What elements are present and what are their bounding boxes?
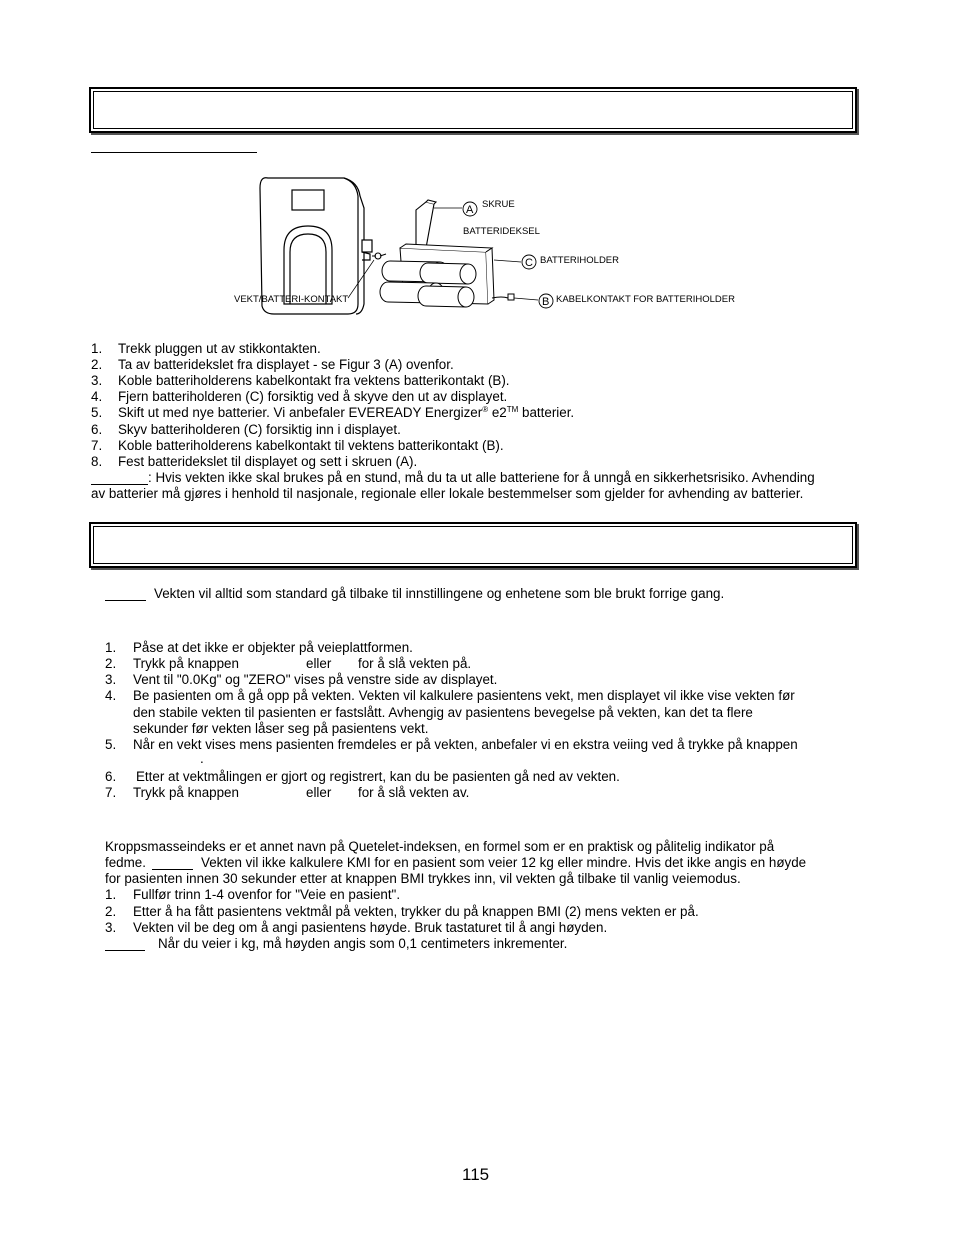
step-text: Skift ut med nye batterier. Vi anbefaler EVEREADY Energizer® e2™ batterier. [118,405,575,420]
step-text: den stabile vekten til pasienten er fastslått. Avhengig av pasientens bevegelse på vekten, kan det ta flere [133,705,753,720]
step-number: 6. [105,769,117,784]
battery-note-line-2: av batterier må gjøres i henhold til nasjonale, regionale eller lokale bestemmelser som gjelder for avhending av batterier. [91,486,804,501]
step-number: 7. [105,785,117,800]
step-text: Trekk pluggen ut av stikkontakten. [118,341,321,356]
step-text: Fjern batteriholderen (C) forsiktig ved å skyve den ut av displayet. [118,389,508,404]
step-text-or: eller [306,785,332,800]
callout-a-letter: A [466,204,474,216]
step-number: 5. [91,405,103,420]
section-header-box-2 [89,522,857,568]
step-text: Vekten vil be deg om å angi pasientens høyde. Bruk tastaturet til å angi høyden. [133,920,608,935]
step-text: Etter å ha fått pasientens vektmål på vekten, trykker du på knappen BMI (2) mens vekten er på. [133,904,699,919]
bmi-note: Når du veier i kg, må høyden angis som 0,1 centimeters inkrementer. [158,936,568,951]
note-label-underline [105,600,146,601]
step-number: 8. [91,454,103,469]
step-number: 4. [91,389,103,404]
step-number: 2. [91,357,103,372]
bmi-paragraph-line-3: for pasienten innen 30 sekunder etter at knappen BMI trykkes inn, vil vekten gå tilbake til vanlig veiemodus. [105,871,741,886]
step-text-or: eller [306,656,332,671]
label-batterideksel: BATTERIDEKSEL [463,226,540,237]
step-number: 4. [105,688,117,703]
holder-cable-drawing [492,294,514,300]
step-text: Skyv batteriholderen (C) forsiktig inn i displayet. [118,422,401,437]
battery-holder-drawing [380,244,494,307]
label-skrue: SKRUE [482,199,515,210]
step-text: Koble batteriholderens kabelkontakt fra vektens batterikontakt (B). [118,373,510,388]
note-label-underline [152,869,193,870]
step-text: Ta av batteridekslet fra displayet - se Figur 3 (A) ovenfor. [118,357,454,372]
settings-note: Vekten vil alltid som standard gå tilbake til innstillingene og enhetene som ble brukt forrige gang. [154,586,725,601]
step-number: 2. [105,656,117,671]
step-number: 3. [105,920,117,935]
registered-mark: ® [482,405,489,414]
step-text: Koble batteriholderens kabelkontakt til vektens batterikontakt (B). [118,438,504,453]
label-batteriholder: BATTERIHOLDER [540,255,620,266]
step-text: sekunder før vekten låser seg på pasientens vekt. [133,721,429,736]
subheading-underline [91,152,257,153]
step-number: 7. [91,438,103,453]
step-text: Be pasienten om å gå opp på vekten. Vekten vil kalkulere pasientens vekt, men displayet vil ikke vise vekten før [133,688,795,703]
step-text: Fest batteridekslet til displayet og sett i skruen (A). [118,454,418,469]
step-text: Trykk på knappen [133,785,239,800]
step-text: Fullfør trinn 1-4 ovenfor for "Veie en pasient". [133,887,401,902]
callout-b-letter: B [542,296,550,308]
bmi-paragraph-line-2b: Vekten vil ikke kalkulere KMI for en pasient som veier 12 kg eller mindre. Hvis det ikke angis en høyde [201,855,807,870]
step-number: 6. [91,422,103,437]
callout-c-letter: C [525,257,533,269]
step-number: 2. [105,904,117,919]
trademark-mark: TM [506,405,519,414]
note-label-underline [91,484,148,485]
step-text: Trykk på knappen [133,656,239,671]
step-text: Vent til "0.0Kg" og "ZERO" vises på venstre side av displayet. [133,672,498,687]
note-label-underline [105,950,145,951]
battery-replacement-figure [230,168,750,328]
bmi-paragraph-line-1: Kroppsmasseindeks er et annet navn på Quetelet-indeksen, en formel som er en praktisk og pålitelig indikator på [105,839,775,854]
step-text: for å slå vekten på. [358,656,472,671]
step-text: Etter at vektmålingen er gjort og registrert, kan du be pasienten gå ned av vekten. [136,769,620,784]
step-text: Påse at det ikke er objekter på veieplattformen. [133,640,413,655]
label-vekt-batteri-kontakt: VEKT/BATTERI-KONTAKT [234,294,349,305]
label-kabelkontakt: KABELKONTAKT FOR BATTERIHOLDER [556,294,735,305]
battery-note-line-1: : Hvis vekten ikke skal brukes på en stund, må du ta ut alle batteriene for å unngå en sikkerhetsrisiko. Avhending [148,470,815,485]
step-number: 1. [105,640,117,655]
step-text: for å slå vekten av. [358,785,470,800]
step-number: 3. [105,672,117,687]
step-number: 1. [105,887,117,902]
step-number: 3. [91,373,103,388]
step-number: 1. [91,341,103,356]
section-header-box-1 [89,87,857,133]
page-number: 115 [462,1165,490,1184]
cable-connector-drawing [372,253,386,259]
step-number: 5. [105,737,117,752]
step-text: Når en vekt vises mens pasienten fremdeles er på vekten, anbefaler vi en ekstra veiing ved å trykke på knappen [133,737,798,752]
step-text-period: . [200,751,204,766]
bmi-paragraph-line-2a: fedme. [105,855,146,870]
